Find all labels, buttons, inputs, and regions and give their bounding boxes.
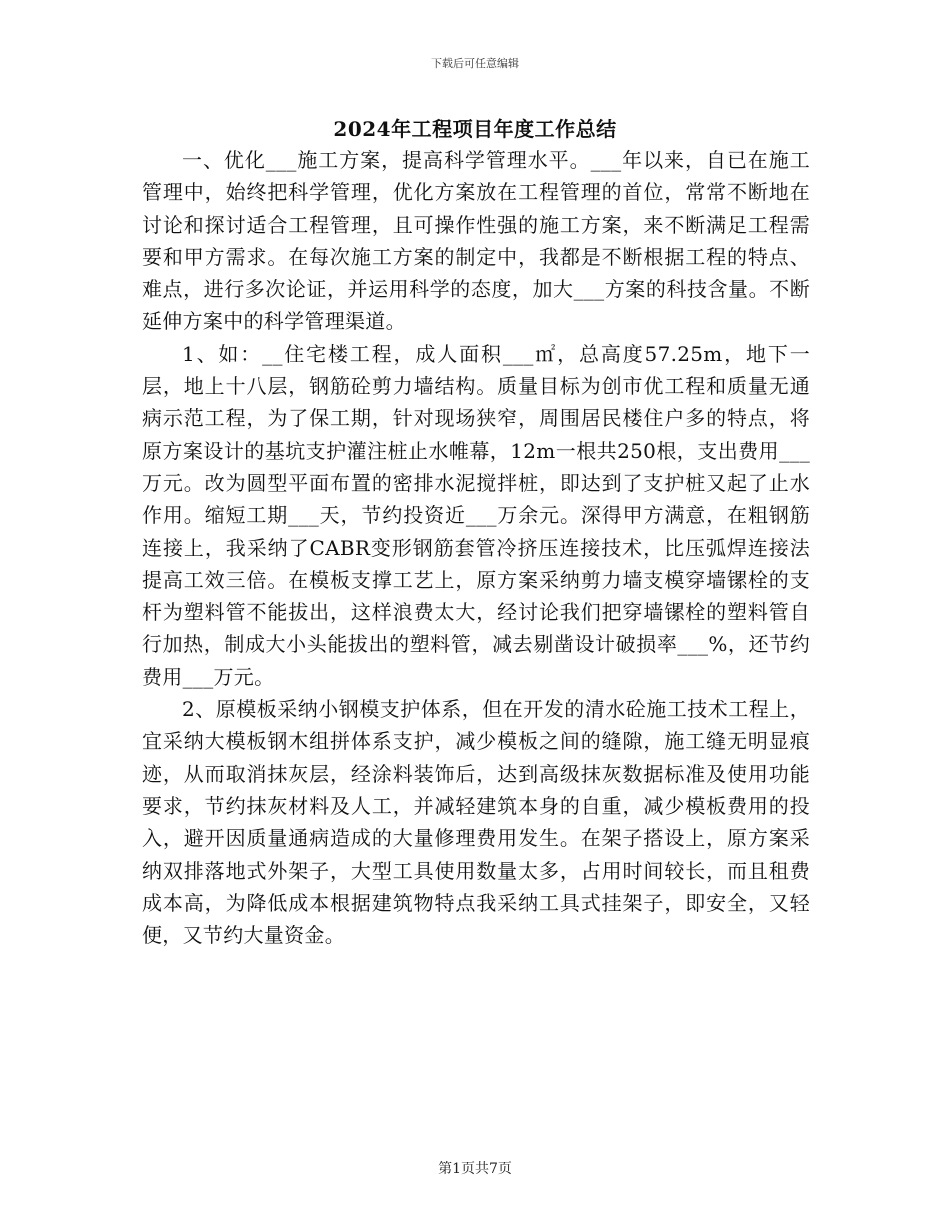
paragraph-intro: 一、优化___施工方案，提高科学管理水平。___年以来，自已在施工管理中，始终把科学管理，优化方案放在工程管理的首位，常常不断地在讨论和探讨适合工程管理，且可操作性强的施工方案，来不断满足工程需要和甲方需求。在每次施工方案的制定中，我都是不断根据工程的特点、难点，进行多次论证，并运用科学的态度，加大___方案的科技含量。不断延伸方案中的科学管理渠道。: [142, 148, 810, 334]
document-title: 2024年工程项目年度工作总结: [333, 117, 617, 141]
paragraph-item-1: 1、如：__住宅楼工程，成人面积___㎡，总高度57.25m，地下一层，地上十八层，钢筋砼剪力墙结构。质量目标为创市优工程和质量无通病示范工程，为了保工期，针对现场狭窄，周围居民楼住户多的特点，将原方案设计的基坑支护灌注桩止水帷幕，12m一根共250根，支出费用___万元。改为圆型平面布置的密排水泥搅拌桩，即达到了支护桩又起了止水作用。缩短工期___天，节约投资近___万余元。深得甲方满意，在粗钢筋连接上，我采纳了CABR变形钢筋套管冷挤压连接技术，比压弧焊连接法提高工效三倍。在模板支撑工艺上，原方案采纳剪力墙支模穿墙镙栓的支杆为塑料管不能拔出，这样浪费太大，经讨论我们把穿墙镙栓的塑料管自行加热，制成大小头能拔出的塑料管，减去剔凿设计破损率___%，还节约费用___万元。: [142, 341, 810, 689]
paragraph-item-2: 2、原模板采纳小钢模支护体系，但在开发的清水砼施工技术工程上，宜采纳大模板钢木组拼体系支护，减少模板之间的缝隙，施工缝无明显痕迹，从而取消抹灰层，经涂料装饰后，达到高级抹灰数据标准及使用功能要求，节约抹灰材料及人工，并减轻建筑本身的自重，减少模板费用的投入，避开因质量通病造成的大量修理费用发生。在架子搭设上，原方案采纳双排落地式外架子，大型工具使用数量太多，占用时间较长，而且租费成本高，为降低成本根据建筑物特点我采纳工具式挂架子，即安全，又轻便，又节约大量资金。: [142, 697, 810, 948]
header-note: 下载后可任意编辑: [431, 57, 519, 70]
page-number: 第1页共7页: [438, 1161, 512, 1177]
document-body: [142, 144, 810, 951]
